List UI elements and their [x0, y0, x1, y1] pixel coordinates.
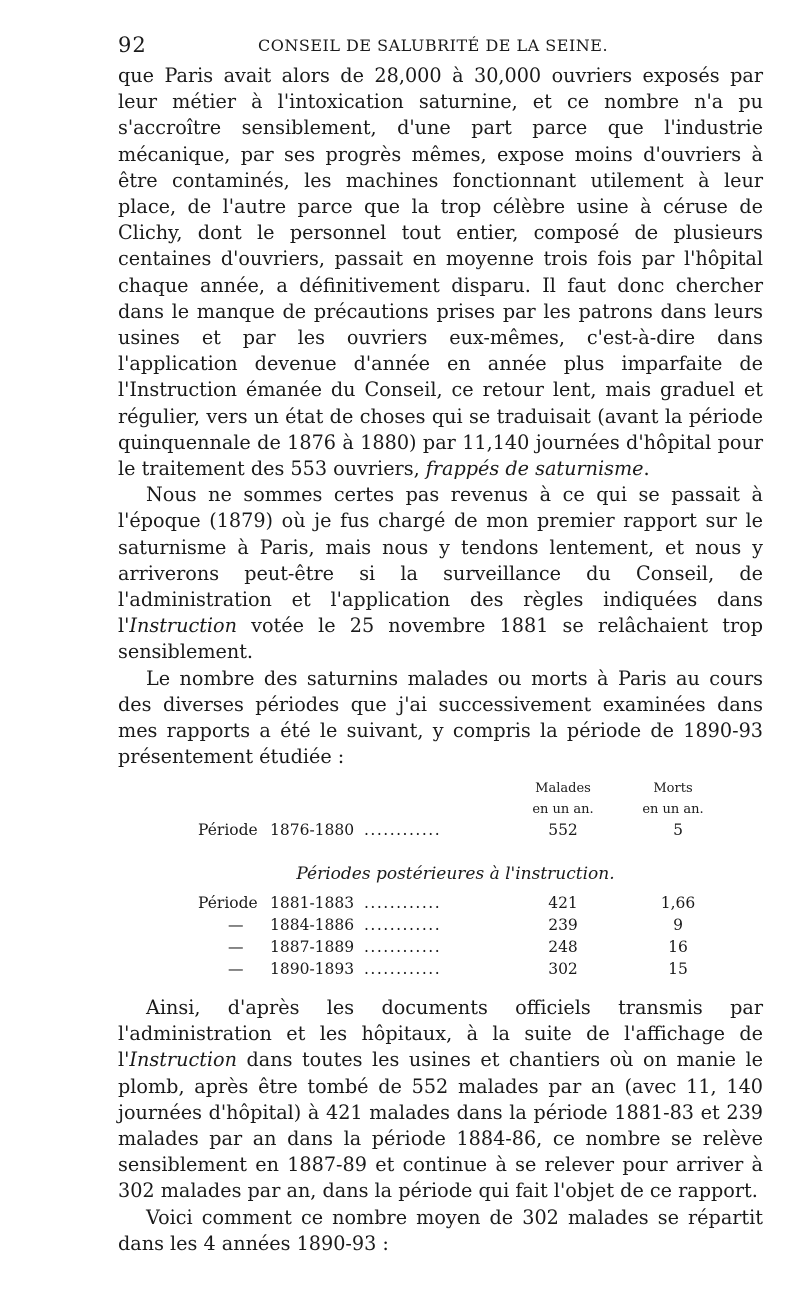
row-morts: 1,66	[660, 894, 696, 912]
paragraph-2-italic: Instruction	[129, 614, 237, 638]
paragraph-4-italic: Instruction	[129, 1048, 237, 1072]
table-row	[118, 937, 763, 959]
row-leader-dots: ............	[364, 894, 442, 912]
row-leader-dots: ............	[364, 960, 442, 978]
running-title: CONSEIL DE SALUBRITÉ DE LA SEINE.	[258, 35, 609, 55]
row-period: 1890-1893	[270, 960, 355, 978]
row-label: —	[228, 916, 244, 934]
row-leader-dots: ............	[364, 821, 442, 839]
row-period: 1884-1886	[270, 916, 355, 934]
table-subheading: Périodes postérieures à l'instruction.	[296, 864, 615, 884]
paragraph-1-end: .	[643, 457, 650, 481]
paragraph-3: Le nombre des saturnins malades ou morts à Paris au cours des diverses périodes que j'ai successivement examinées dans mes rapports a été le suivant, y compris la période de 1890-93 présentement étudiée :	[118, 666, 763, 769]
row-period: 1876-1880	[270, 821, 355, 839]
table-row	[118, 893, 763, 915]
row-morts: 5	[673, 821, 683, 839]
row-label: Période	[198, 821, 258, 839]
body-text-lower	[118, 995, 763, 1257]
paragraph-2-end: votée le 25 novembre 1881 se relâchaient trop sensiblement.	[118, 614, 763, 664]
row-malades: 302	[548, 960, 578, 978]
body-text-upper	[118, 63, 763, 770]
header-malades: Malades	[535, 781, 591, 796]
table-header-row-1	[118, 778, 763, 799]
table-header-row-2	[118, 799, 763, 820]
table-row	[118, 959, 763, 981]
row-malades: 421	[548, 894, 578, 912]
header-malades-unit: en un an.	[532, 802, 594, 817]
paragraph-5: Voici comment ce nombre moyen de 302 malades se répartit dans les 4 années 1890-93 :	[118, 1205, 763, 1255]
row-malades: 552	[548, 821, 578, 839]
running-head	[118, 30, 758, 60]
header-morts: Morts	[653, 781, 693, 796]
row-label: —	[228, 938, 244, 956]
row-label: —	[228, 960, 244, 978]
row-period: 1881-1883	[270, 894, 355, 912]
statistics-table	[118, 778, 763, 981]
row-period: 1887-1889	[270, 938, 355, 956]
row-morts: 16	[668, 938, 688, 956]
paragraph-4-end: dans toutes les usines et chantiers où on manie le plomb, après être tombé de 552 malades par an (avec 11, 140 journées d'hôpital) à 421 malades dans la période 1881-83 et 239 malades par an dans la période 1884-86, ce nombre se relève sensiblement en 1887-89 et continue à se relever pour arriver à 302 malades par an, dans la période qui fait l'objet de ce rapport.	[118, 1048, 763, 1203]
row-malades: 248	[548, 938, 578, 956]
paragraph-2	[118, 482, 763, 665]
paragraph-4	[118, 995, 763, 1205]
table-row	[118, 915, 763, 937]
row-morts: 9	[673, 916, 683, 934]
paragraph-2-text: Nous ne sommes certes pas revenus à ce qui se passait à l'époque (1879) où je fus chargé de mon premier rapport sur le saturnisme à Paris, mais nous y tendons lentement, et nous y arriverons peut-être si la surveillance du Conseil, de l'administration et l'application des règles indiquées dans l'	[118, 483, 763, 638]
paragraph-1-italic: frappés de saturnisme	[425, 457, 644, 481]
paragraph-1-text: que Paris avait alors de 28,000 à 30,000 ouvriers exposés par leur métier à l'intoxication saturnine, et ce nombre n'a pu s'accroître sensiblement, d'une part parce que l'industrie mécanique, par ses progrès mêmes, expose moins d'ouvriers à être contaminés, les machines fonctionnant utilement à leur place, de l'autre parce que la trop célèbre usine à céruse de Clichy, dont le personnel tout entier, composé de plusieurs centaines d'ouvriers, passait en moyenne trois fois par l'hôpital chaque année, a définitivement disparu. Il faut donc chercher dans le manque de précautions prises par les patrons dans leurs usines et par les ouvriers eux-mêmes, c'est-à-dire dans l'application devenue d'année en année plus imparfaite de l'Instruction émanée du Conseil, ce retour lent, mais graduel et régulier, vers un état de choses qui se traduisait (avant la période quinquennale de 1876 à 1880) par 11,140 journées d'hôpital pour le traitement des 553 ouvriers,	[118, 64, 763, 481]
row-morts: 15	[668, 960, 688, 978]
page-number: 92	[118, 33, 147, 57]
table-row	[118, 820, 763, 842]
paragraph-4-text: Ainsi, d'après les documents officiels transmis par l'administration et les hôpitaux, à la suite de l'affichage de l'	[118, 996, 763, 1072]
row-leader-dots: ............	[364, 916, 442, 934]
row-malades: 239	[548, 916, 578, 934]
header-morts-unit: en un an.	[642, 802, 704, 817]
row-leader-dots: ............	[364, 938, 442, 956]
row-label: Période	[198, 894, 258, 912]
paragraph-1	[118, 63, 763, 482]
